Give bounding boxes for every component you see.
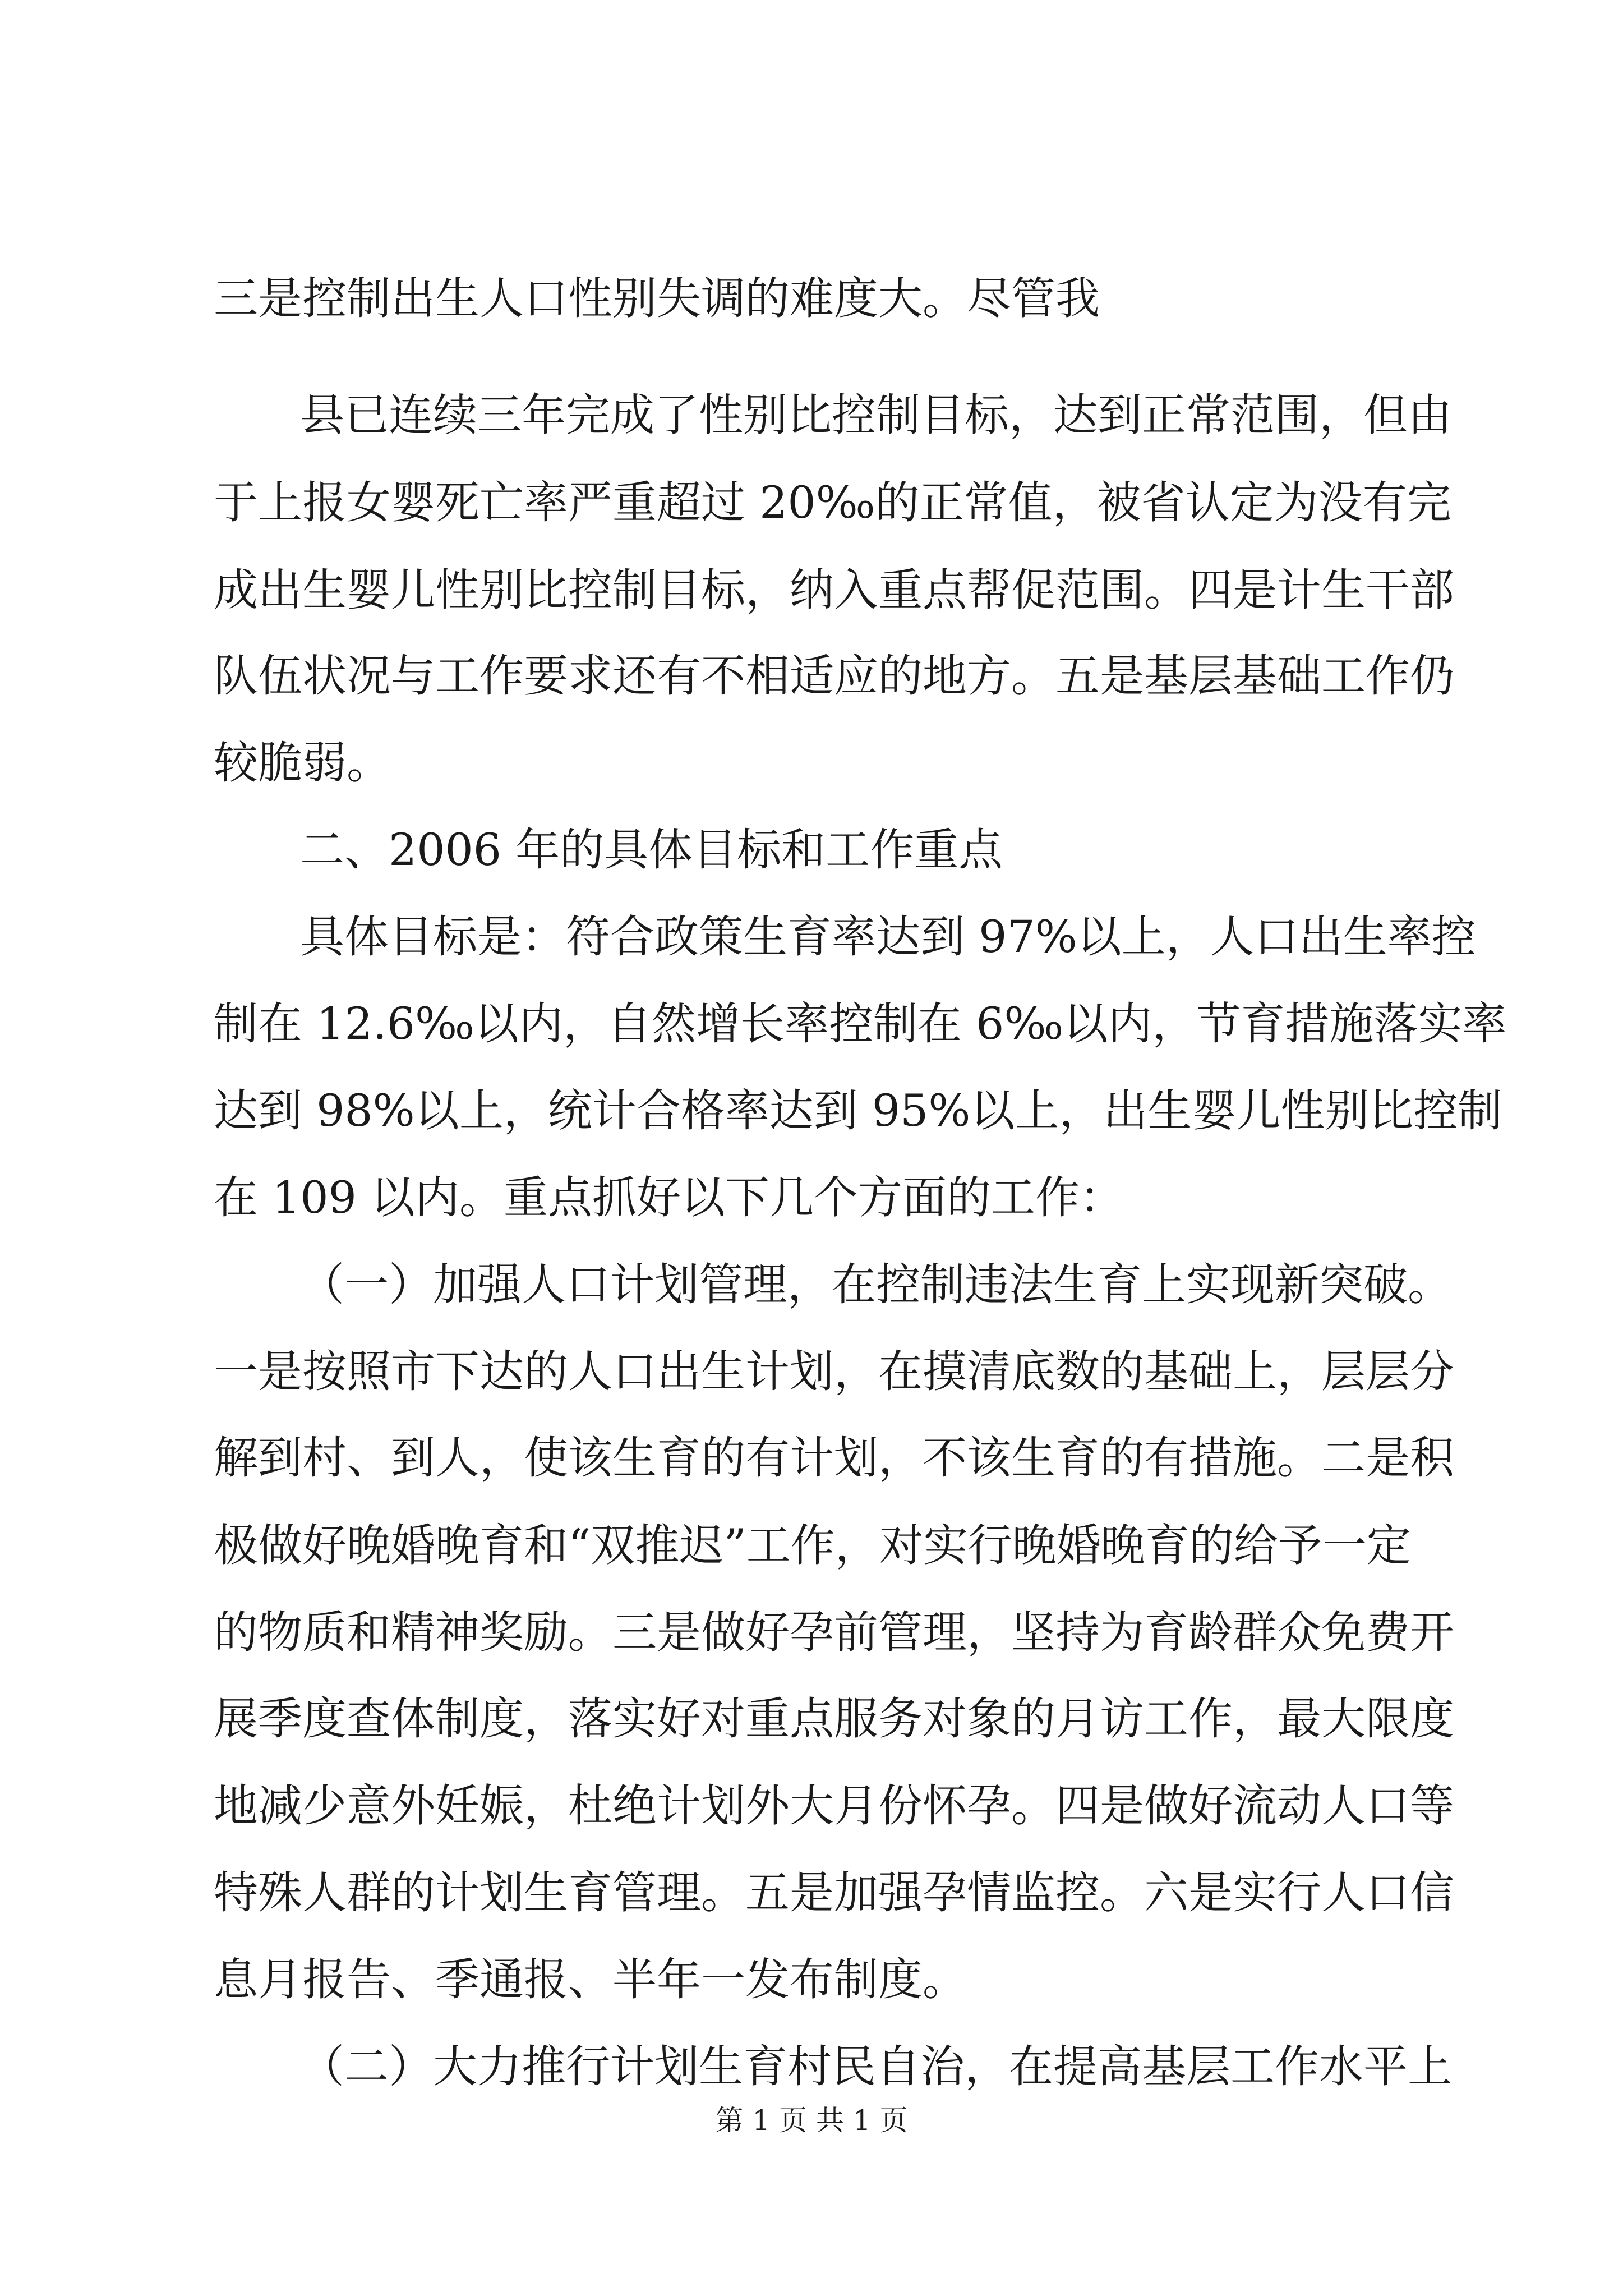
body-line: 极做好晚婚晚育和“双推迟”工作，对实行晚婚晚育的给予一定 <box>214 1519 1411 1571</box>
subsection-heading: （二）大力推行计划生育村民自治，在提高基层工作水平上 <box>300 2041 1452 2092</box>
body-line: 达到 98%以上，统计合格率达到 95%以上，出生婴儿性别比控制 <box>214 1085 1502 1137</box>
body-line: 于上报女婴死亡率严重超过 20‰的正常值，被省认定为没有完 <box>214 476 1451 528</box>
body-line: 三是控制出生人口性别失调的难度大。尽管我 <box>214 273 1100 324</box>
body-line: 队伍状况与工作要求还有不相适应的地方。五是基层基础工作仍 <box>214 650 1454 702</box>
body-line: 具体目标是：符合政策生育率达到 97%以上，人口出生率控 <box>300 910 1476 963</box>
body-line: 特殊人群的计划生育管理。五是加强孕情监控。六是实行人口信 <box>214 1866 1454 1918</box>
body-line: 一是按照市下达的人口出生计划，在摸清底数的基础上，层层分 <box>214 1346 1454 1398</box>
body-line: 解到村、到人，使该生育的有计划，不该生育的有措施。二是积 <box>214 1432 1454 1484</box>
page-number-footer: 第 1 页 共 1 页 <box>715 2104 908 2137</box>
body-line: 息月报告、季通报、半年一发布制度。 <box>214 1953 967 2005</box>
section-heading: 二、2006 年的具体目标和工作重点 <box>300 823 1003 876</box>
subsection-heading: （一）加强人口计划管理，在控制违法生育上实现新突破。 <box>300 1258 1452 1310</box>
body-line: 成出生婴儿性别比控制目标，纳入重点帮促范围。四是计生干部 <box>214 564 1454 616</box>
body-line: 在 109 以内。重点抓好以下几个方面的工作： <box>214 1171 1124 1223</box>
body-line: 制在 12.6‰以内，自然增长率控制在 6‰以内，节育措施落实率 <box>214 998 1507 1050</box>
body-line: 县已连续三年完成了性别比控制目标，达到正常范围，但由 <box>300 389 1452 441</box>
body-line: 地减少意外妊娠，杜绝计划外大月份怀孕。四是做好流动人口等 <box>214 1780 1454 1832</box>
body-line: 的物质和精神奖励。三是做好孕前管理，坚持为育龄群众免费开 <box>214 1606 1454 1658</box>
body-line: 较脆弱。 <box>214 737 391 789</box>
body-line: 展季度查体制度，落实好对重点服务对象的月访工作，最大限度 <box>214 1693 1454 1745</box>
